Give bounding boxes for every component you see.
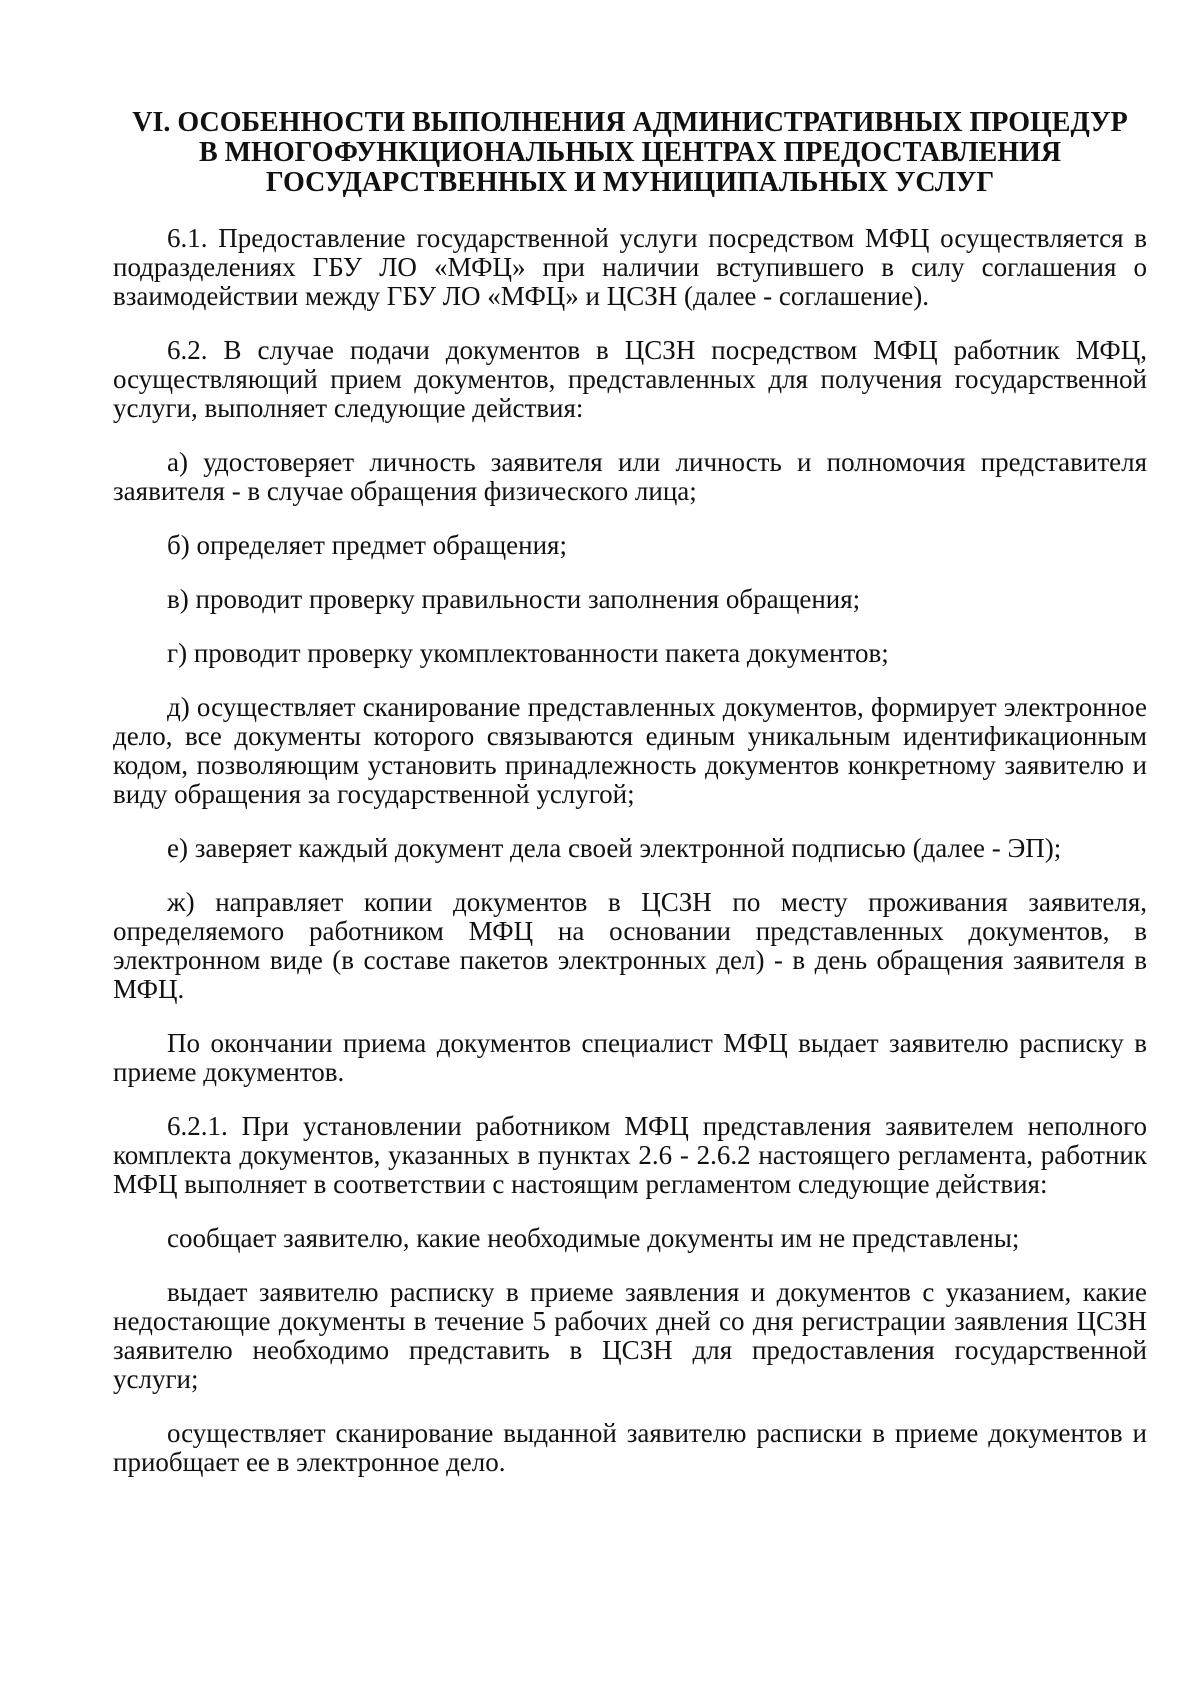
list-item-a: а) удостоверяет личность заявителя или личность и полномочия представителя заявителя - в случае обращения физического лица; — [113, 447, 1147, 506]
list-item-g: г) проводит проверку укомплектованности пакета документов; — [167, 638, 889, 668]
paragraph-6-1: 6.1. Предоставление государственной услуги посредством МФЦ осуществляется в подразделениях ГБУ ЛО «МФЦ» при наличии вступившего в силу соглашения о взаимодействии между ГБУ ЛО «МФЦ» и ЦСЗН (далее - соглашение). — [113, 223, 1147, 311]
document-page — [113, 108, 1147, 1502]
action-scan-receipt: осуществляет сканирование выданной заявителю расписки в приеме документов и приобщает ее в электронное дело. — [113, 1418, 1147, 1477]
list-item-zh: ж) направляет копии документов в ЦСЗН по месту проживания заявителя, определяемого работником МФЦ на основании представленных документов, в электронном виде (в составе пакетов электронных дел) - в день обращения заявителя в МФЦ. — [113, 887, 1147, 1004]
heading-line-1: VI. ОСОБЕННОСТИ ВЫПОЛНЕНИЯ АДМИНИСТРАТИВНЫХ ПРОЦЕДУР — [132, 107, 1128, 138]
paragraph-6-2-1: 6.2.1. При установлении работником МФЦ представления заявителем неполного комплекта документов, указанных в пунктах 2.6 - 2.6.2 настоящего регламента, работник МФЦ выполняет в соответствии с настоящим регламентом следующие действия: — [113, 1111, 1147, 1199]
list-item-v: в) проводит проверку правильности заполнения обращения; — [167, 584, 861, 614]
list-item-d: д) осуществляет сканирование представленных документов, формирует электронное дело, все документы которого связываются единым уникальным идентификационным кодом, позволяющим установить принадлежность документов конкретному заявителю и виду обращения за государственной услугой; — [113, 692, 1147, 809]
heading-line-3: ГОСУДАРСТВЕННЫХ И МУНИЦИПАЛЬНЫХ УСЛУГ — [265, 167, 995, 198]
action-issue-receipt: выдает заявителю расписку в приеме заявления и документов с указанием, какие недостающие документы в течение 5 рабочих дней со дня регистрации заявления ЦСЗН заявителю необходимо представить в ЦСЗН для предоставления государственной услуги; — [113, 1277, 1147, 1394]
section-heading — [113, 108, 1147, 198]
paragraph-receipt: По окончании приема документов специалист МФЦ выдает заявителю расписку в приеме документов. — [113, 1028, 1147, 1087]
heading-line-2: В МНОГОФУНКЦИОНАЛЬНЫХ ЦЕНТРАХ ПРЕДОСТАВЛЕНИЯ — [198, 137, 1062, 168]
action-notify: сообщает заявителю, какие необходимые документы им не представлены; — [167, 1223, 1020, 1253]
list-item-e: е) заверяет каждый документ дела своей электронной подписью (далее - ЭП); — [167, 833, 1062, 863]
paragraph-6-2: 6.2. В случае подачи документов в ЦСЗН посредством МФЦ работник МФЦ, осуществляющий прием документов, представленных для получения государственной услуги, выполняет следующие действия: — [113, 335, 1147, 423]
list-item-b: б) определяет предмет обращения; — [167, 530, 567, 560]
